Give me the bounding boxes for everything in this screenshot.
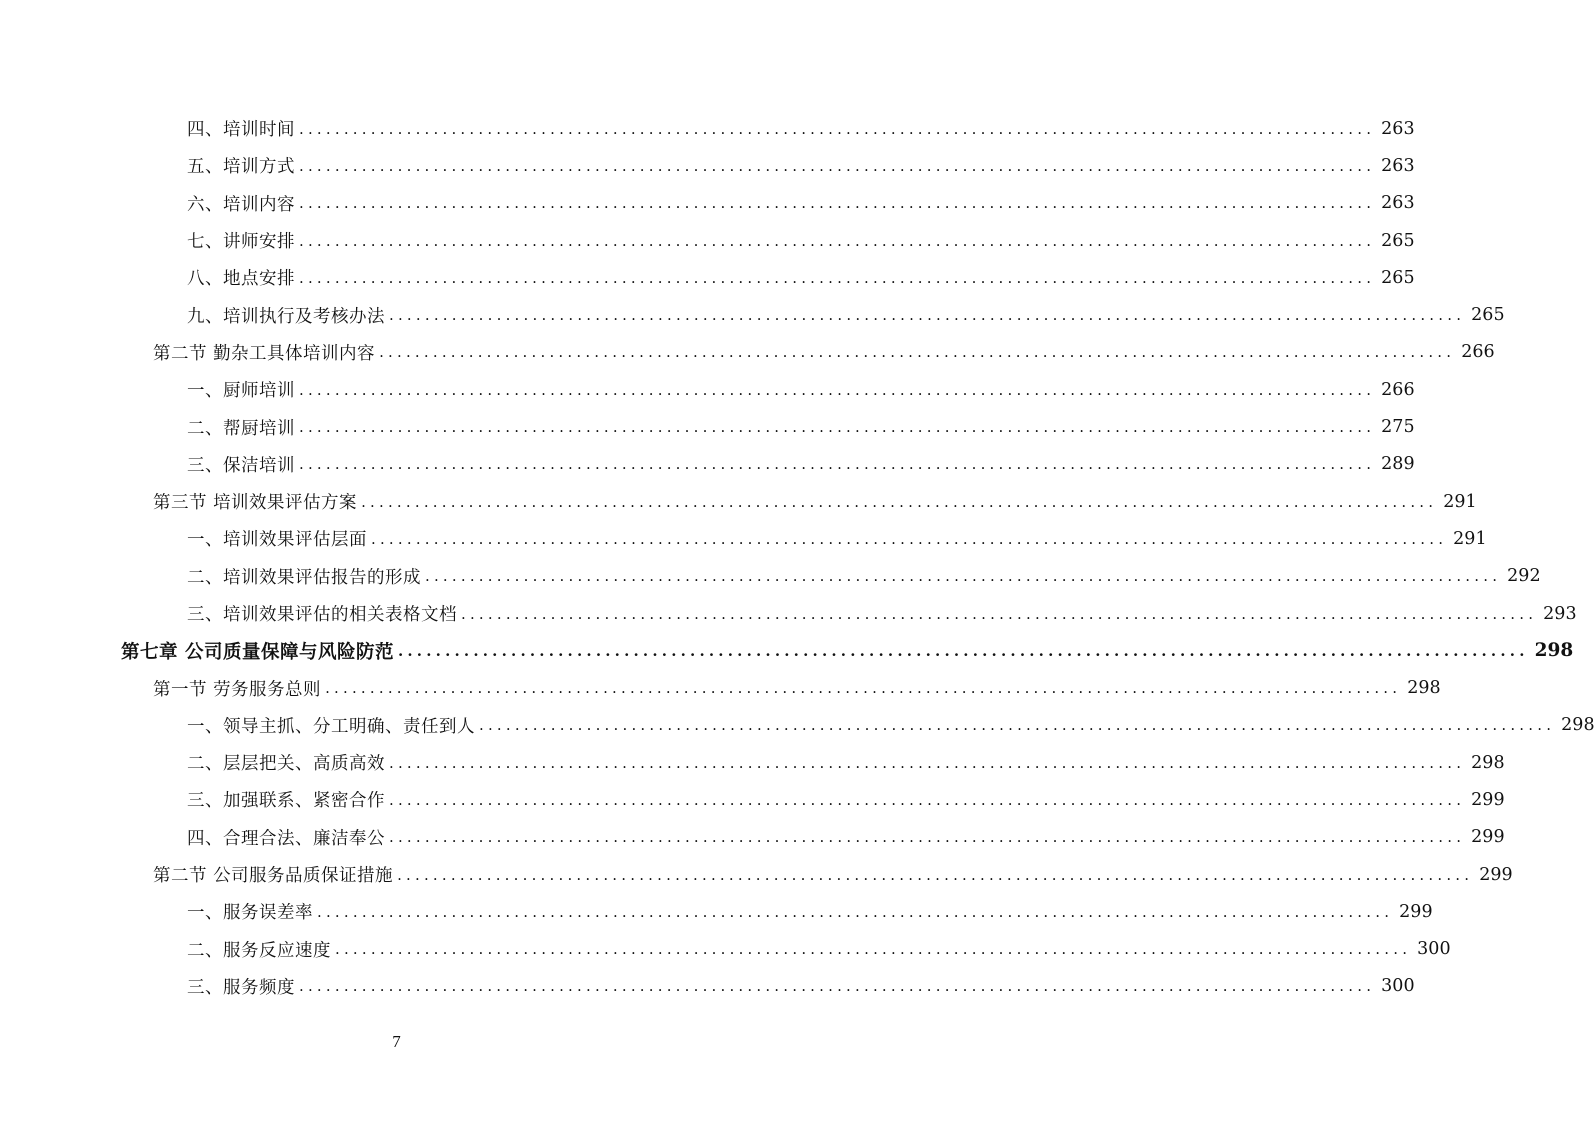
toc-dot-leader: ........................................................................................................................ [389,306,1466,325]
toc-entry-title: 三、加强联系、紧密合作 [187,791,385,812]
toc-dot-leader: ........................................................................................................................ [299,156,1376,175]
toc-entry-title: 第三节 培训效果评估方案 [153,493,358,514]
toc-dot-leader: ........................................................................................................................ [379,343,1456,362]
toc-entry[interactable] [0,707,1595,744]
toc-entry-page: 263 [1381,118,1415,139]
toc-entry[interactable] [0,408,1415,445]
toc-dot-leader: ........................................................................................................................ [397,865,1474,884]
toc-entry-title: 八、地点安排 [187,269,295,290]
toc-entry-title: 第二节 公司服务品质保证措施 [153,866,394,887]
toc-entry-title: 六、培训内容 [187,194,295,215]
toc-entry-title: 九、培训执行及考核办法 [187,306,385,327]
toc-entry-title: 四、培训时间 [187,120,295,141]
toc-entry-title: 三、培训效果评估的相关表格文档 [187,605,457,625]
toc-entry-page: 266 [1461,342,1495,363]
toc-entry-page: 293 [1543,603,1577,624]
toc-dot-leader: ........................................................................................................................ [389,828,1466,847]
toc-entry-section[interactable] [0,856,1513,893]
toc-entry[interactable] [0,446,1415,483]
toc-entry-title: 七、讲师安排 [187,232,295,253]
toc-entry[interactable] [0,893,1433,930]
toc-entry-page: 292 [1507,566,1541,587]
toc-entry-title: 一、培训效果评估层面 [187,530,367,551]
toc-entry[interactable] [0,259,1415,296]
toc-entry-page: 299 [1479,864,1513,885]
toc-entry-page: 265 [1471,305,1505,326]
toc-entry-title: 第一节 劳务服务总则 [153,679,322,700]
toc-entry-section[interactable] [0,669,1441,706]
toc-dot-leader: ........................................................................................................................ [317,902,1394,921]
toc-dot-leader: ........................................................................................................................ [299,119,1376,138]
toc-entry-page: 299 [1471,789,1505,810]
toc-dot-leader: ........................................................................................................................ [325,679,1402,698]
toc-entry-page: 266 [1381,379,1415,400]
toc-entry-title: 二、培训效果评估报告的形成 [187,567,421,588]
toc-entry[interactable] [0,595,1577,632]
toc-entry[interactable] [0,558,1541,595]
toc-entry-title: 一、服务误差率 [187,903,313,924]
toc-entry[interactable] [0,110,1415,147]
toc-entry[interactable] [0,147,1415,184]
toc-entry-title: 一、领导主抓、分工明确、责任到人 [187,716,475,737]
toc-entry[interactable] [0,819,1505,856]
toc-entry[interactable] [0,744,1505,781]
toc-dot-leader: ........................................................................................................................ [299,268,1376,287]
toc-entry[interactable] [0,968,1415,1005]
toc-entry[interactable] [0,931,1451,968]
toc-entry-title: 第二节 勤杂工具体培训内容 [153,343,376,364]
toc-dot-leader: ........................................................................................................................ [461,604,1538,623]
toc-dot-leader: ........................................................................................................................ [299,418,1376,437]
toc-dot-leader: ........................................................................................................................ [389,753,1466,772]
toc-entry-title: 第七章 公司质量保障与风险防范 [121,641,394,663]
toc-entry-title: 二、层层把关、高质高效 [187,754,385,775]
toc-entry-page: 298 [1534,640,1574,662]
toc-entry-page: 289 [1381,454,1415,475]
toc-dot-leader: ........................................................................................................................ [335,940,1412,959]
toc-entry-page: 291 [1443,491,1477,512]
toc-entry-page: 298 [1561,715,1595,736]
toc-entry-chapter[interactable] [0,632,1574,669]
toc-dot-leader: ........................................................................................................................ [299,977,1376,996]
toc-entry[interactable] [0,185,1415,222]
toc-entry-page: 300 [1381,976,1415,997]
toc-entry-page: 275 [1381,417,1415,438]
toc-entry-page: 265 [1381,267,1415,288]
toc-entry[interactable] [0,222,1415,259]
toc-entry[interactable] [0,781,1505,818]
toc-entry-title: 四、合理合法、廉洁奉公 [187,828,385,849]
toc-dot-leader: ........................................................................................................................ [389,790,1466,809]
toc-entry-page: 298 [1407,678,1441,699]
toc-dot-leader: ........................................................................................................................ [397,641,1529,660]
toc-entry-title: 一、厨师培训 [187,381,295,402]
toc-entry[interactable] [0,296,1505,333]
toc-entry-page: 263 [1381,155,1415,176]
toc-dot-leader: ........................................................................................................................ [299,231,1376,250]
toc-dot-leader: ........................................................................................................................ [425,567,1502,586]
toc-entry-page: 291 [1453,528,1487,549]
toc-entry-page: 299 [1399,901,1433,922]
toc-dot-leader: ........................................................................................................................ [479,716,1556,735]
toc-entry-page: 263 [1381,193,1415,214]
toc-entry-section[interactable] [0,334,1495,371]
toc-entry-page: 265 [1381,230,1415,251]
toc-dot-leader: ........................................................................................................................ [371,529,1448,548]
toc-entry-section[interactable] [0,483,1477,520]
toc-dot-leader: ........................................................................................................................ [299,380,1376,399]
toc-dot-leader: ........................................................................................................................ [299,455,1376,474]
toc-entry-page: 298 [1471,752,1505,773]
toc-dot-leader: ........................................................................................................................ [361,492,1438,511]
toc-entry-title: 二、服务反应速度 [187,940,331,961]
toc-entry[interactable] [0,371,1415,408]
toc-entry-title: 二、帮厨培训 [187,418,295,439]
toc-entry-title: 五、培训方式 [187,157,295,178]
toc-entry[interactable] [0,520,1487,557]
table-of-contents [0,110,1595,1005]
page-number: 7 [392,1032,401,1051]
toc-entry-title: 三、服务频度 [187,977,295,998]
toc-entry-page: 299 [1471,827,1505,848]
toc-entry-title: 三、保洁培训 [187,455,295,476]
toc-entry-page: 300 [1417,939,1451,960]
toc-dot-leader: ........................................................................................................................ [299,194,1376,213]
